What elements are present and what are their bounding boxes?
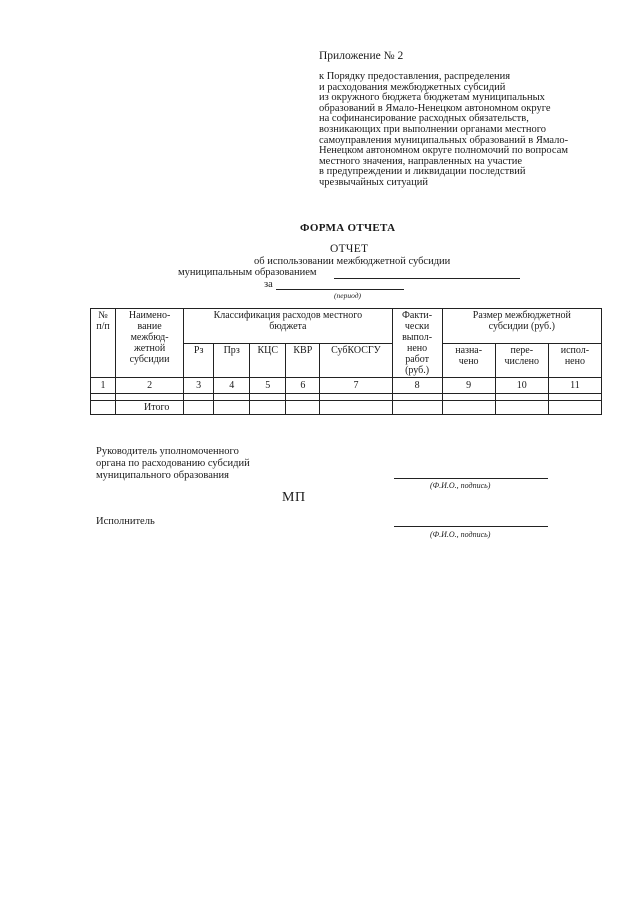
header-actual-work: Факти- чески выпол- нено работ (руб.) <box>392 309 442 378</box>
period-caption: (период) <box>334 291 362 300</box>
report-title: ОТЧЕТ <box>330 243 369 255</box>
order-line: самоуправления муниципальных образований в Ямало- <box>319 134 569 146</box>
total-label: Итого <box>116 401 184 415</box>
column-number: 6 <box>286 378 320 394</box>
period-for-label: за <box>264 279 273 290</box>
header-subkosgu: СубКОСГУ <box>320 343 392 378</box>
appendix-number: Приложение № 2 <box>319 50 404 62</box>
column-numbers-row <box>91 378 602 394</box>
header-assigned: назна- чено <box>442 343 495 378</box>
head-line: муниципального образования <box>96 470 229 481</box>
head-fio-caption: (Ф.И.О., подпись) <box>430 481 491 490</box>
head-signature-line <box>394 478 548 479</box>
order-line: образований в Ямало-Ненецком автономном округе <box>319 102 551 114</box>
header-subsidy-size: Размер межбюджетной субсидии (руб.) <box>442 309 601 344</box>
report-table <box>90 308 602 415</box>
header-executed: испол- нено <box>548 343 601 378</box>
order-line: Ненецком автономном округе полномочий по вопросам <box>319 145 569 157</box>
executor-label: Исполнитель <box>96 516 155 527</box>
header-kvr: КВР <box>286 343 320 378</box>
order-line: из окружного бюджета бюджетам муниципальных <box>319 92 545 104</box>
executor-fio-caption: (Ф.И.О., подпись) <box>430 530 491 539</box>
order-line: чрезвычайных ситуаций <box>319 176 428 188</box>
column-number: 10 <box>495 378 548 394</box>
order-line: на софинансирование расходных обязательств, <box>319 113 529 125</box>
head-line: органа по расходованию субсидий <box>96 458 250 469</box>
executor-signature-line <box>394 526 548 527</box>
period-fill-line <box>276 289 404 290</box>
report-subtitle: об использовании межбюджетной субсидии <box>254 256 451 267</box>
table-row <box>91 394 602 401</box>
municipal-label: муниципальным образованием <box>178 267 317 278</box>
header-rz: Рз <box>184 343 214 378</box>
head-line: Руководитель уполномоченного <box>96 446 239 457</box>
header-no: № п/п <box>91 309 116 378</box>
stamp-place-label: МП <box>282 490 306 505</box>
column-number: 1 <box>91 378 116 394</box>
municipal-fill-line <box>334 278 520 279</box>
column-number: 5 <box>250 378 286 394</box>
order-line: и расходования межбюджетных субсидий <box>319 81 506 93</box>
order-line: местного значения, направленных на участие <box>319 155 523 167</box>
column-number: 8 <box>392 378 442 394</box>
header-transferred: пере- числено <box>495 343 548 378</box>
head-signature-block <box>96 446 250 482</box>
form-title: ФОРМА ОТЧЕТА <box>300 222 396 234</box>
column-number: 7 <box>320 378 392 394</box>
column-number: 11 <box>548 378 601 394</box>
header-prz: Прз <box>214 343 250 378</box>
header-classification: Классификация расходов местного бюджета <box>184 309 392 344</box>
column-number: 9 <box>442 378 495 394</box>
column-number: 3 <box>184 378 214 394</box>
total-row <box>91 401 602 415</box>
order-reference <box>319 72 619 189</box>
header-subsidy-name: Наимено- вание межбюд- жетной субсидии <box>116 309 184 378</box>
order-line: возникающих при выполнении органами местного <box>319 123 547 135</box>
order-line: в предупреждении и ликвидации последствий <box>319 166 526 178</box>
header-kcs: КЦС <box>250 343 286 378</box>
order-line: к Порядку предоставления, распределения <box>319 71 511 82</box>
column-number: 2 <box>116 378 184 394</box>
column-number: 4 <box>214 378 250 394</box>
